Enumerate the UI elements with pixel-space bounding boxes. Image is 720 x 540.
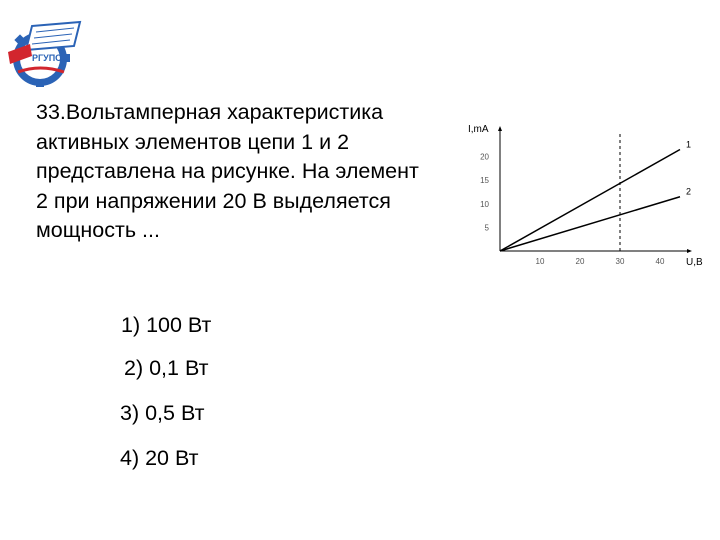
series-label-2: 2 xyxy=(686,186,692,197)
x-axis-label: U,B xyxy=(686,257,703,268)
question-line: 2 при напряжении 20 В выделяется xyxy=(36,188,391,213)
y-tick-label: 10 xyxy=(480,199,489,209)
x-tick-label: 30 xyxy=(615,257,625,266)
question-line: активных элементов цепи 1 и 2 xyxy=(36,129,350,154)
answer-option-3[interactable]: 3) 0,5 Вт xyxy=(120,401,205,425)
y-tick-label: 15 xyxy=(480,176,489,186)
y-axis-arrow xyxy=(498,126,502,131)
book-icon xyxy=(26,22,80,50)
x-tick-label: 10 xyxy=(535,257,545,266)
question-line: представлена на рисунке. На элемент xyxy=(36,159,419,183)
logo-text: РГУПС xyxy=(32,53,62,63)
question-line: мощность ... xyxy=(36,218,160,242)
answer-option-2[interactable]: 2) 0,1 Вт xyxy=(124,356,209,380)
series-line-1 xyxy=(500,150,680,251)
x-tick-label: 20 xyxy=(575,257,585,266)
y-tick-label: 20 xyxy=(480,152,489,162)
answer-option-4[interactable]: 4) 20 Вт xyxy=(120,446,199,470)
x-tick-label: 40 xyxy=(655,257,665,266)
university-logo xyxy=(2,16,82,88)
y-axis-label: I,mA xyxy=(468,124,489,135)
series-line-2 xyxy=(500,197,680,251)
answer-option-1[interactable]: 1) 100 Вт xyxy=(121,313,212,337)
x-axis-arrow xyxy=(687,249,692,253)
volt-ampere-chart xyxy=(462,118,712,278)
y-tick-label: 5 xyxy=(484,223,489,233)
series-label-1: 1 xyxy=(686,139,692,150)
question-line: 33.Вольтамперная характеристика xyxy=(36,100,384,124)
question-text xyxy=(36,98,466,268)
